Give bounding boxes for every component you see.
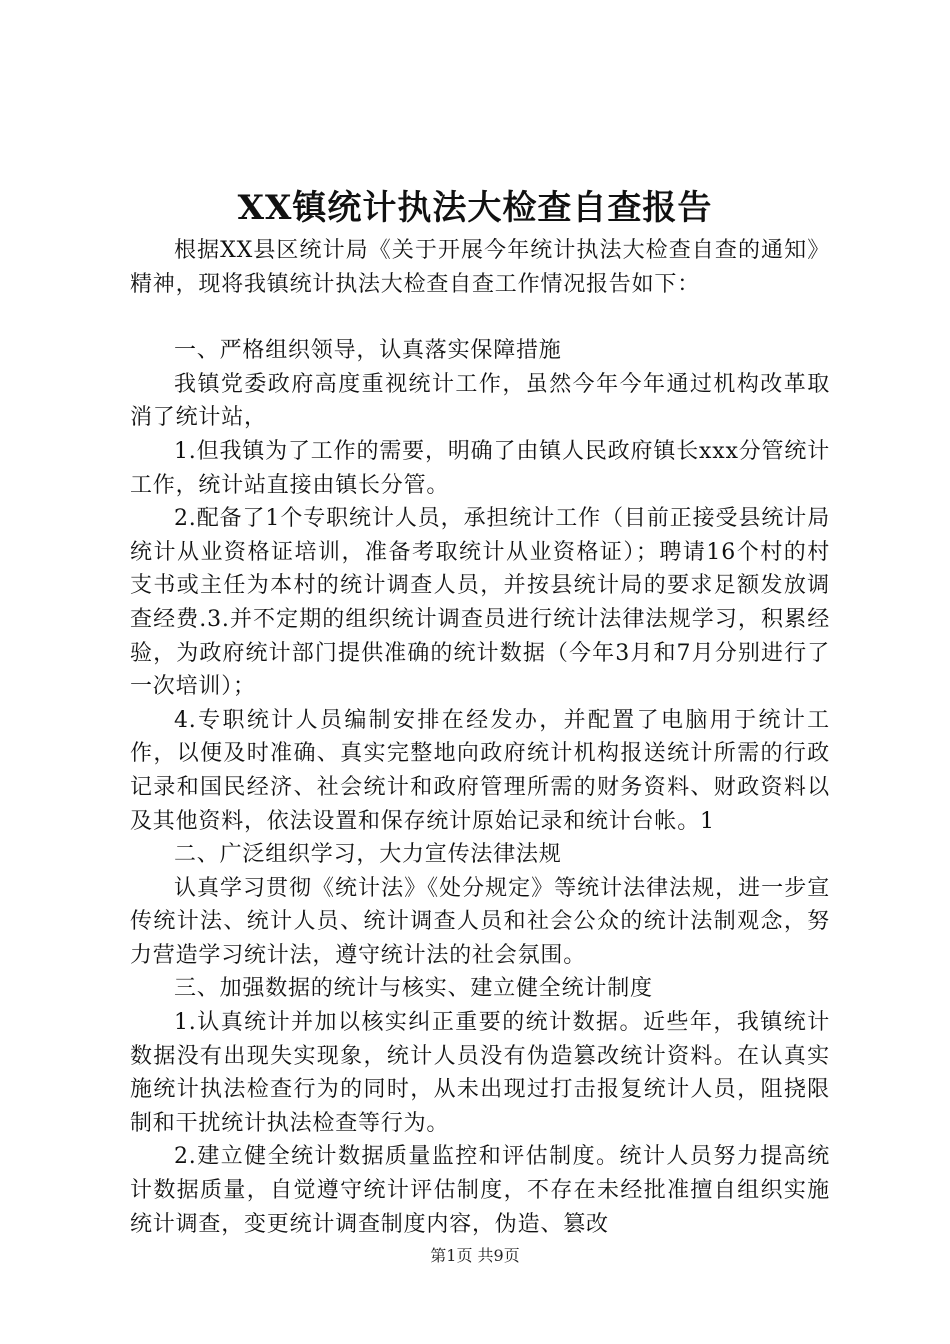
intro-paragraph: 根据XX县区统计局《关于开展今年统计执法大检查自查的通知》精神，现将我镇统计执法大检查自查工作情况报告如下：: [130, 238, 830, 297]
document-title: XX镇统计执法大检查自查报告: [237, 188, 713, 228]
section-heading-2: 二、广泛组织学习，大力宣传法律法规: [174, 842, 562, 868]
body-paragraph: 1.认真统计并加以核实纠正重要的统计数据。近些年，我镇统计数据没有出现失实现象，统计人员没有伪造篡改统计资料。在认真实施统计执法检查行为的同时，从未出现过打击报复统计人员，阻挠限制和干扰统计执法检查等行为。: [130, 1010, 830, 1136]
section-heading-3: 三、加强数据的统计与核实、建立健全统计制度: [174, 976, 653, 1002]
body-paragraph: 4.专职统计人员编制安排在经发办，并配置了电脑用于统计工作，以便及时准确、真实完整地向政府统计机构报送统计所需的行政记录和国民经济、社会统计和政府管理所需的财务资料、财政资料以及其他资料，依法设置和保存统计原始记录和统计台帐。1: [130, 707, 830, 834]
section-heading-1: 一、严格组织领导，认真落实保障措施: [174, 338, 562, 364]
body-paragraph: 1.但我镇为了工作的需要，明确了由镇人民政府镇长xxx分管统计工作，统计站直接由镇长分管。: [130, 438, 830, 498]
document-body: [130, 234, 830, 1241]
page-number-footer: 第1页 共9页: [430, 1246, 520, 1265]
body-paragraph: 2.建立健全统计数据质量监控和评估制度。统计人员努力提高统计数据质量，自觉遵守统计评估制度，不存在未经批准擅自组织实施统计调查，变更统计调查制度内容，伪造、篡改: [130, 1144, 830, 1237]
body-paragraph: 2.配备了1个专职统计人员，承担统计工作（目前正接受县统计局统计从业资格证培训，准备考取统计从业资格证）；聘请16个村的村支书或主任为本村的统计调查人员，并按县统计局的要求足额发放调查经费.3.并不定期的组织统计调查员进行统计法律法规学习，积累经验，为政府统计部门提供准确的统计数据（今年3月和7月分别进行了一次培训）；: [130, 506, 830, 700]
body-paragraph: 我镇党委政府高度重视统计工作，虽然今年今年通过机构改革取消了统计站，: [130, 371, 830, 431]
body-paragraph: 认真学习贯彻《统计法》《处分规定》等统计法律法规，进一步宣传统计法、统计人员、统计调查人员和社会公众的统计法制观念，努力营造学习统计法，遵守统计法的社会氛围。: [130, 875, 830, 968]
